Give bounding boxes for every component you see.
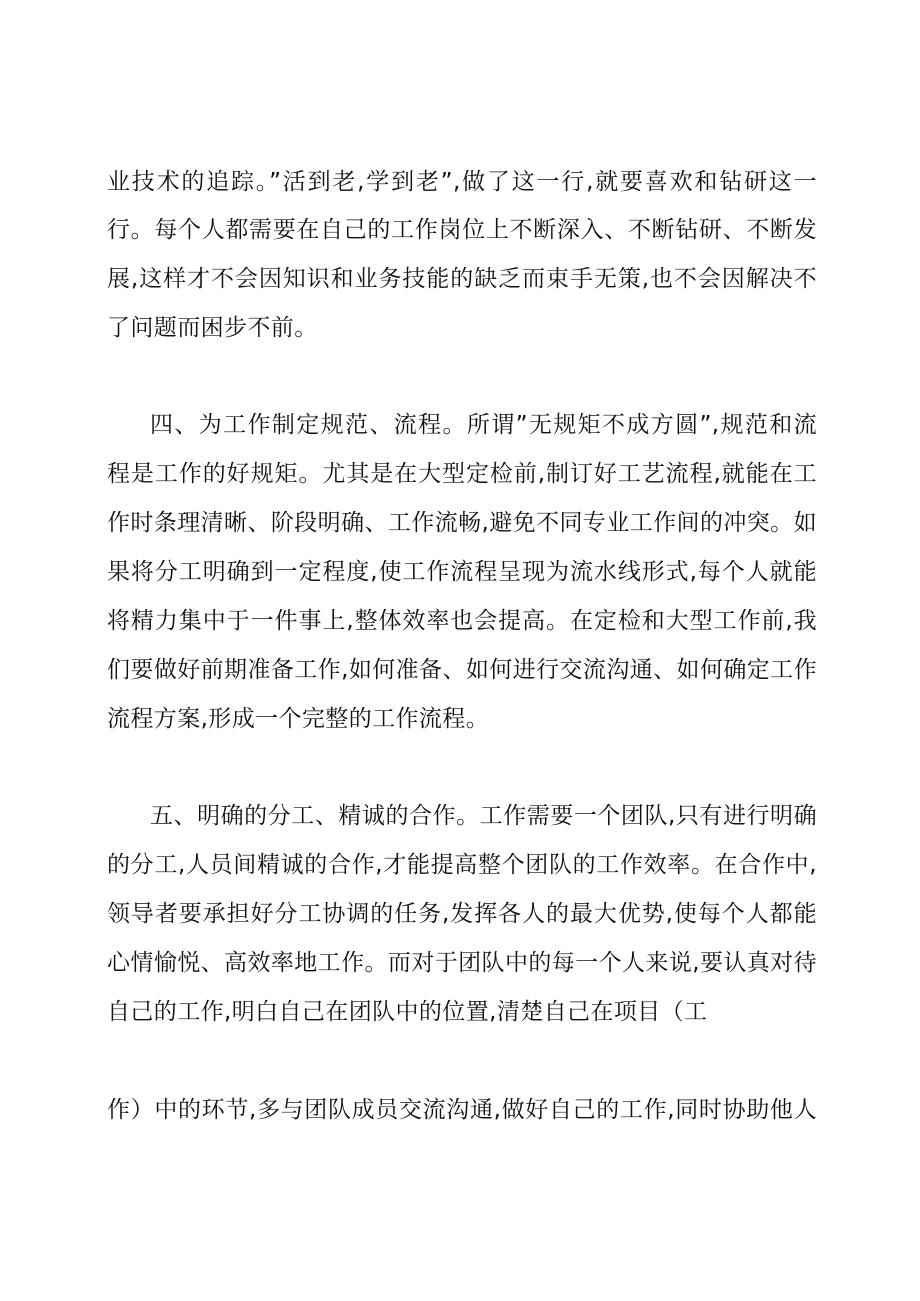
text-line: 展,这样才不会因知识和业务技能的缺乏而束手无策,也不会因解决不 bbox=[107, 266, 817, 292]
text-line: 自己的工作,明白自己在团队中的位置,清楚自己在项目（工 bbox=[107, 999, 708, 1025]
text-line: 业技术的追踪。”活到老,学到老”,做了这一行,就要喜欢和钻研这一 bbox=[107, 169, 817, 195]
text-line: 果将分工明确到一定程度,使工作流程呈现为流水线形式,每个人就能 bbox=[107, 559, 817, 585]
text-line: 作时条理清晰、阶段明确、工作流畅,避免不同专业工作间的冲突。如 bbox=[107, 510, 817, 536]
text-line: 了问题而困步不前。 bbox=[107, 315, 318, 341]
paragraph-first-line: 五、明确的分工、精诚的合作。工作需要一个团队,只有进行明确 bbox=[150, 803, 817, 829]
text-line: 行。每个人都需要在自己的工作岗位上不断深入、不断钻研、不断发 bbox=[107, 217, 817, 243]
text-line: 领导者要承担好分工协调的任务,发挥各人的最大优势,使每个人都能 bbox=[107, 901, 817, 927]
text-line: 们要做好前期准备工作,如何准备、如何进行交流沟通、如何确定工作 bbox=[107, 657, 817, 683]
text-line: 将精力集中于一件事上,整体效率也会提高。在定检和大型工作前,我 bbox=[107, 608, 817, 634]
text-line: 心情愉悦、高效率地工作。而对于团队中的每一个人来说,要认真对待 bbox=[107, 950, 817, 976]
text-line: 作）中的环节,多与团队成员交流沟通,做好自己的工作,同时协助他人 bbox=[107, 1097, 817, 1123]
text-line: 的分工,人员间精诚的合作,才能提高整个团队的工作效率。在合作中, bbox=[107, 852, 817, 878]
text-line: 程是工作的好规矩。尤其是在大型定检前,制订好工艺流程,就能在工 bbox=[107, 461, 817, 487]
paragraph-first-line: 四、为工作制定规范、流程。所谓”无规矩不成方圆”,规范和流 bbox=[150, 412, 817, 438]
text-line: 流程方案,形成一个完整的工作流程。 bbox=[107, 706, 490, 732]
